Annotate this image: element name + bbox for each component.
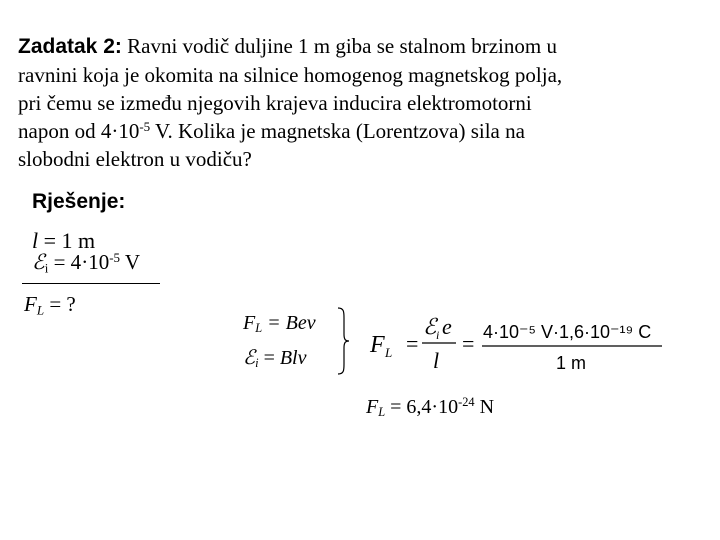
problem-line-3: pri čemu se između njegovih krajeva inducira elektromotorni <box>18 91 532 115</box>
f2-rest: Blv <box>279 347 307 369</box>
result-coef: = 6,4 <box>385 396 432 418</box>
problem-line-5: slobodni elektron u vodiču? <box>18 147 252 171</box>
problem-voltage-dot: · <box>111 119 119 143</box>
lhs-subscript: L <box>385 345 393 360</box>
problem-line-1 <box>18 32 708 61</box>
calc-numerator: 4·10⁻⁵ V·1,6·10⁻¹⁹ C <box>483 322 652 342</box>
find-force <box>24 292 76 317</box>
formula-lorentz <box>243 312 316 335</box>
result-force <box>366 396 494 419</box>
numerator-emf: ℰ <box>423 314 437 339</box>
given-divider <box>22 283 160 284</box>
f2-symbol: ℰ <box>243 347 256 369</box>
find-subscript: L <box>36 302 45 318</box>
equals-sign: = <box>406 331 419 356</box>
emf-exp: -5 <box>109 249 121 265</box>
f2-equals: = <box>258 347 280 369</box>
result-base: 10 <box>438 396 459 418</box>
given-emf <box>32 250 140 275</box>
numerator-charge: e <box>442 314 452 339</box>
problem-line-4 <box>18 117 708 145</box>
problem-line-2: ravnini koja je okomita na silnice homogenog magnetskog polja, <box>18 63 563 87</box>
f1-rest: = Bev <box>262 312 316 334</box>
length-value: = 1 m <box>38 228 96 253</box>
f2-subscript: i <box>255 356 259 371</box>
emf-unit: V <box>120 250 141 274</box>
problem-text-1: Ravni vodič duljine 1 m giba se stalnom brzinom u <box>121 34 557 58</box>
result-unit: N <box>474 396 495 418</box>
f1-symbol: F <box>243 312 256 334</box>
problem-voltage-base: 10 <box>118 119 140 143</box>
f1-subscript: L <box>255 321 263 336</box>
problem-label: Zadatak 2: <box>18 35 122 58</box>
problem-statement <box>18 32 708 173</box>
solution-heading: Rješenje: <box>32 190 126 213</box>
equals-sign-2: = <box>462 331 475 356</box>
emf-base: 10 <box>88 250 110 274</box>
result-dot: · <box>431 396 439 418</box>
numerator-emf-subscript: i <box>436 328 440 342</box>
fraction-formula <box>366 310 676 376</box>
result-symbol: F <box>366 396 379 418</box>
find-symbol: F <box>24 292 37 316</box>
problem-voltage-coef: napon od 4 <box>18 119 112 143</box>
result-exp: -24 <box>458 395 475 410</box>
formula-emf <box>243 345 307 370</box>
right-brace <box>336 306 350 376</box>
length-symbol: l <box>32 228 39 253</box>
emf-coef: = 4 <box>48 250 82 274</box>
emf-dot: · <box>81 250 89 274</box>
result-subscript: L <box>378 405 386 420</box>
find-rest: = ? <box>44 292 76 316</box>
lhs-symbol: F <box>370 332 385 358</box>
problem-text-4: V. Kolika je magnetska (Lorentzova) sila na <box>150 119 525 143</box>
emf-subscript: i <box>44 260 49 276</box>
problem-voltage-exp: -5 <box>139 118 151 134</box>
calc-denominator: 1 m <box>556 353 587 373</box>
denominator-length: l <box>433 348 440 373</box>
emf-symbol: ℰ <box>32 250 45 274</box>
